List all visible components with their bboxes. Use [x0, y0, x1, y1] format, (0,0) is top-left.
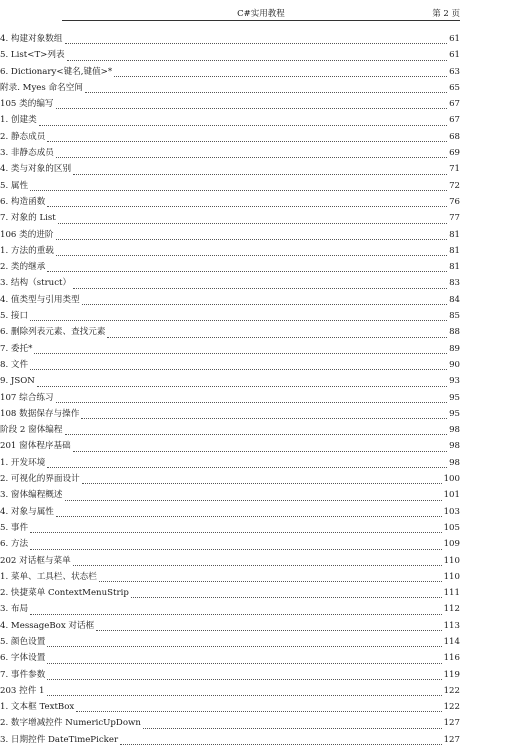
toc-entry[interactable]	[0, 112, 522, 128]
toc-entry-label: 5. 颜色设置	[0, 636, 46, 647]
toc-entry[interactable]	[0, 129, 522, 145]
toc-entry-label: 201 窗体程序基础	[0, 441, 71, 452]
toc-dot-leader	[30, 368, 447, 370]
toc-entry[interactable]	[0, 504, 522, 520]
toc-entry-page: 88	[449, 327, 460, 338]
toc-entry[interactable]	[0, 145, 522, 161]
toc-entry[interactable]	[0, 292, 522, 308]
toc-dot-leader	[47, 205, 447, 207]
toc-dot-leader	[73, 173, 447, 175]
toc-entry-page: 116	[443, 653, 460, 664]
toc-entry[interactable]	[0, 275, 522, 291]
toc-dot-leader	[65, 433, 448, 435]
toc-dot-leader	[30, 531, 441, 533]
toc-entry-page: 65	[449, 82, 460, 93]
toc-dot-leader	[114, 75, 447, 77]
toc-dot-leader	[47, 466, 447, 468]
toc-entry-label: 6. 删除列表元素、查找元素	[0, 327, 106, 338]
toc-dot-leader	[47, 645, 441, 647]
header-title: C#实用教程	[237, 9, 285, 19]
toc-dot-leader	[30, 189, 447, 191]
toc-entry-label: 107 综合练习	[0, 392, 54, 403]
toc-dot-leader	[99, 580, 442, 582]
toc-entry-page: 127	[443, 734, 460, 745]
toc-dot-leader	[56, 238, 448, 240]
toc-entry-label: 1. 方法的重载	[0, 245, 54, 256]
toc-dot-leader	[34, 352, 447, 354]
toc-dot-leader	[65, 42, 448, 44]
toc-entry-label: 105 类的编写	[0, 99, 54, 110]
toc-entry-label: 6. 方法	[0, 539, 29, 550]
toc-entry-label: 203 控件 1	[0, 685, 45, 696]
toc-entry[interactable]	[0, 520, 522, 536]
toc-entry-label: 1. 菜单、工具栏、状态栏	[0, 571, 97, 582]
toc-entry-label: 3. 窗体编程概述	[0, 490, 63, 501]
toc-entry-page: 98	[449, 457, 460, 468]
toc-entry-page: 67	[449, 99, 460, 110]
toc-dot-leader	[82, 482, 442, 484]
header-page-number: 第 2 页	[432, 9, 460, 19]
toc-entry-label: 108 数据保存与操作	[0, 408, 80, 419]
toc-entry-page: 85	[449, 311, 460, 322]
toc-dot-leader	[67, 59, 447, 61]
toc-entry-page: 119	[443, 669, 460, 680]
toc-dot-leader	[73, 450, 447, 452]
toc-entry[interactable]	[0, 64, 522, 80]
toc-dot-leader	[131, 596, 442, 598]
toc-entry-page: 71	[449, 164, 460, 175]
toc-entry-page: 83	[449, 278, 460, 289]
toc-entry-page: 127	[443, 718, 460, 729]
toc-dot-leader	[30, 548, 441, 550]
toc-entry-page: 63	[449, 66, 460, 77]
toc-entry[interactable]	[0, 715, 522, 731]
toc-entry[interactable]	[0, 471, 522, 487]
toc-entry-label: 1. 创建类	[0, 115, 37, 126]
toc-entry[interactable]	[0, 585, 522, 601]
toc-entry-label: 4. 类与对象的区别	[0, 164, 72, 175]
toc-entry[interactable]	[0, 31, 522, 47]
toc-entry[interactable]	[0, 324, 522, 340]
toc-dot-leader	[56, 401, 448, 403]
toc-entry[interactable]	[0, 569, 522, 585]
toc-entry[interactable]	[0, 406, 522, 422]
toc-entry-label: 3. 日期控件 DateTimePicker	[0, 734, 119, 745]
toc-entry-label: 5. 接口	[0, 311, 29, 322]
header-rule	[62, 20, 460, 21]
toc-entry[interactable]	[0, 178, 522, 194]
toc-dot-leader	[56, 254, 447, 256]
toc-entry-page: 81	[449, 229, 460, 240]
toc-entry[interactable]	[0, 422, 522, 438]
toc-entry-page: 95	[449, 408, 460, 419]
toc-entry-label: 附录. Myes 命名空间	[0, 82, 83, 93]
toc-entry-page: 61	[449, 34, 460, 44]
toc-entry[interactable]	[0, 308, 522, 324]
toc-entry-page: 76	[449, 196, 460, 207]
toc-entry-page: 112	[443, 604, 460, 615]
toc-entry-label: 7. 事件参数	[0, 669, 46, 680]
toc-entry-page: 84	[449, 294, 460, 305]
toc-entry-label: 1. 文本框 TextBox	[0, 702, 75, 713]
toc-entry-label: 5. 事件	[0, 522, 29, 533]
toc-dot-leader	[30, 613, 441, 615]
toc-entry-page: 100	[443, 474, 460, 485]
toc-dot-leader	[47, 270, 447, 272]
toc-dot-leader	[143, 727, 442, 729]
toc-entry-page: 90	[449, 359, 460, 370]
toc-entry-label: 3. 布局	[0, 604, 29, 615]
toc-entry-page: 110	[443, 555, 460, 566]
toc-entry-label: 3. 非静态成员	[0, 148, 54, 159]
toc-dot-leader	[47, 662, 441, 664]
toc-entry-page: 113	[443, 620, 460, 631]
toc-entry-page: 81	[449, 245, 460, 256]
toc-entry-page: 122	[443, 702, 460, 713]
toc-entry[interactable]	[0, 227, 522, 243]
toc-entry[interactable]	[0, 683, 522, 699]
toc-entry[interactable]	[0, 96, 522, 112]
toc-entry[interactable]	[0, 161, 522, 177]
toc-entry[interactable]	[0, 536, 522, 552]
toc-entry[interactable]	[0, 487, 522, 503]
toc-entry-label: 3. 结构（struct）	[0, 278, 72, 289]
toc-entry-label: 8. 文件	[0, 359, 29, 370]
toc-entry-page: 114	[443, 636, 460, 647]
toc-entry-page: 111	[443, 588, 460, 599]
toc-dot-leader	[47, 140, 447, 142]
toc-entry-page: 72	[449, 180, 460, 191]
toc-entry[interactable]	[0, 455, 522, 471]
toc-entry[interactable]	[0, 243, 522, 259]
toc-dot-leader	[58, 222, 447, 224]
toc-entry[interactable]	[0, 699, 522, 715]
toc-entry-label: 4. 值类型与引用类型	[0, 294, 80, 305]
toc-entry-label: 4. MessageBox 对话框	[0, 620, 95, 631]
toc-entry[interactable]	[0, 194, 522, 210]
toc-dot-leader	[120, 743, 442, 745]
toc-entry[interactable]	[0, 373, 522, 389]
table-of-contents	[0, 31, 522, 748]
toc-entry-page: 77	[449, 213, 460, 224]
toc-entry-label: 2. 可视化的界面设计	[0, 474, 80, 485]
toc-entry[interactable]	[0, 341, 522, 357]
toc-entry-label: 4. 构建对象数组	[0, 34, 63, 44]
toc-dot-leader	[81, 417, 447, 419]
toc-entry-label: 2. 类的继承	[0, 262, 46, 273]
toc-entry-label: 7. 委托*	[0, 343, 33, 354]
toc-entry[interactable]	[0, 80, 522, 96]
toc-entry[interactable]	[0, 357, 522, 373]
toc-entry-page: 89	[449, 343, 460, 354]
toc-dot-leader	[76, 710, 441, 712]
toc-entry[interactable]	[0, 553, 522, 569]
toc-entry-label: 2. 数字增减控件 NumericUpDown	[0, 718, 141, 729]
toc-dot-leader	[73, 287, 447, 289]
toc-entry-label: 阶段 2 窗体编程	[0, 425, 63, 436]
toc-dot-leader	[47, 694, 442, 696]
toc-dot-leader	[56, 156, 447, 158]
toc-entry-label: 2. 静态成员	[0, 131, 46, 142]
toc-entry-page: 98	[449, 441, 460, 452]
toc-entry[interactable]	[0, 390, 522, 406]
toc-entry-page: 105	[443, 522, 460, 533]
toc-entry[interactable]	[0, 618, 522, 634]
toc-entry-page: 95	[449, 392, 460, 403]
toc-dot-leader	[56, 515, 442, 517]
toc-dot-leader	[37, 385, 447, 387]
toc-entry-page: 69	[449, 148, 460, 159]
toc-dot-leader	[39, 124, 447, 126]
toc-entry[interactable]	[0, 732, 522, 748]
toc-entry[interactable]	[0, 667, 522, 683]
toc-entry-page: 101	[443, 490, 460, 501]
toc-dot-leader	[107, 336, 447, 338]
toc-entry-label: 6. 字体设置	[0, 653, 46, 664]
toc-dot-leader	[85, 91, 447, 93]
toc-entry[interactable]	[0, 438, 522, 454]
toc-entry-label: 5. List<T>列表	[0, 50, 65, 61]
toc-entry-label: 6. Dictionary<键名,键值>*	[0, 66, 113, 77]
toc-entry-page: 81	[449, 262, 460, 273]
toc-entry-page: 67	[449, 115, 460, 126]
page-header	[62, 6, 460, 20]
toc-entry-label: 1. 开发环境	[0, 457, 46, 468]
toc-entry-page: 110	[443, 571, 460, 582]
toc-entry-page: 122	[443, 685, 460, 696]
toc-entry-page: 109	[443, 539, 460, 550]
toc-entry-label: 4. 对象与属性	[0, 506, 54, 517]
toc-entry-page: 93	[449, 376, 460, 387]
toc-dot-leader	[96, 629, 441, 631]
toc-entry[interactable]	[0, 601, 522, 617]
toc-entry[interactable]	[0, 47, 522, 63]
toc-entry-label: 202 对话框与菜单	[0, 555, 71, 566]
toc-entry[interactable]	[0, 259, 522, 275]
toc-dot-leader	[73, 564, 442, 566]
toc-entry[interactable]	[0, 210, 522, 226]
toc-entry-label: 7. 对象的 List	[0, 213, 56, 224]
toc-dot-leader	[65, 499, 442, 501]
toc-dot-leader	[56, 107, 448, 109]
toc-entry-label: 9. JSON	[0, 376, 35, 387]
toc-entry-page: 103	[443, 506, 460, 517]
toc-dot-leader	[30, 319, 447, 321]
toc-entry-label: 5. 属性	[0, 180, 29, 191]
toc-dot-leader	[47, 678, 441, 680]
toc-entry[interactable]	[0, 634, 522, 650]
toc-dot-leader	[82, 303, 447, 305]
toc-entry-page: 68	[449, 131, 460, 142]
toc-entry-label: 6. 构造函数	[0, 196, 46, 207]
toc-entry-label: 106 类的进阶	[0, 229, 54, 240]
toc-entry-label: 2. 快捷菜单 ContextMenuStrip	[0, 588, 129, 599]
toc-entry[interactable]	[0, 650, 522, 666]
toc-entry-page: 98	[449, 425, 460, 436]
toc-entry-page: 61	[449, 50, 460, 61]
